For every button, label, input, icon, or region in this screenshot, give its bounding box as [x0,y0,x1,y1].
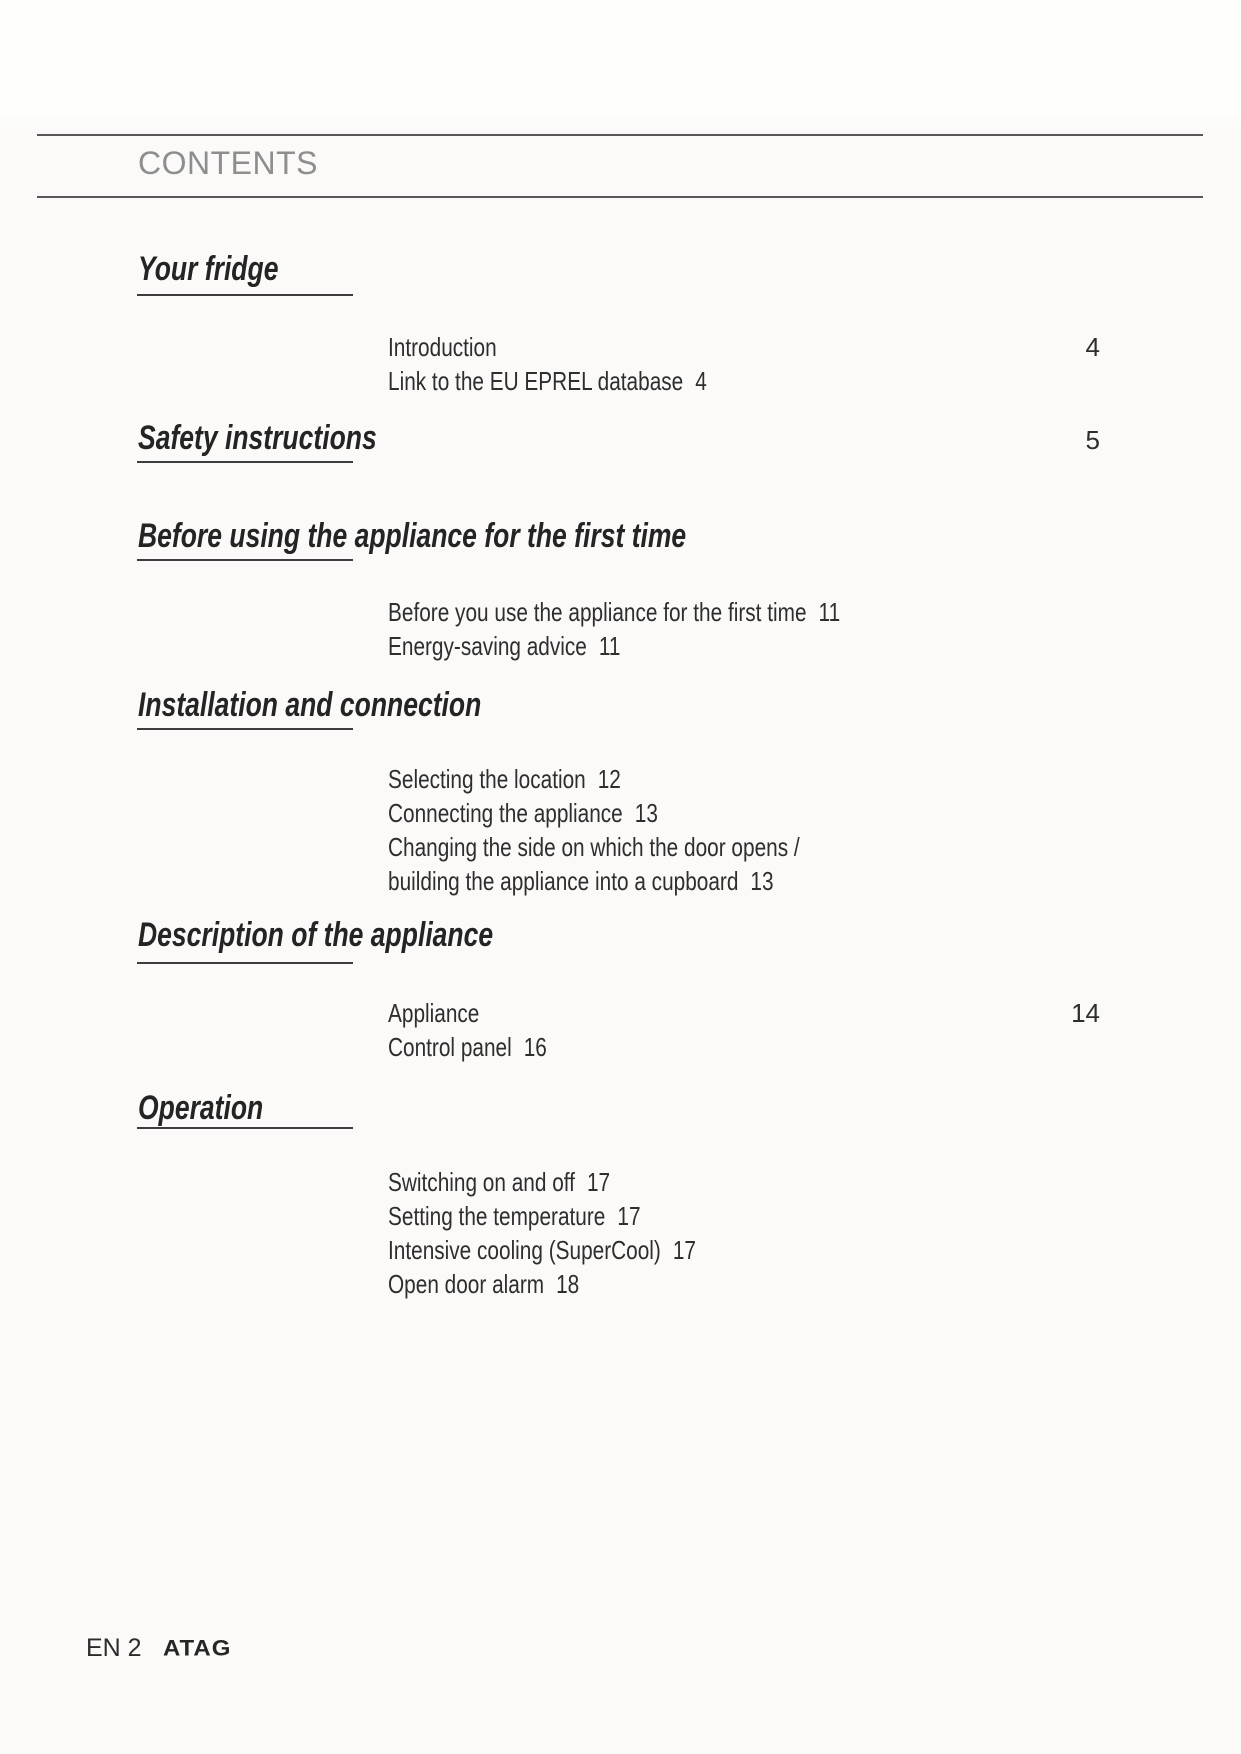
entry-label: building the appliance into a cupboard [388,866,739,896]
section-title: Operation [138,1089,264,1127]
section-title: Installation and connection [138,686,482,724]
toc-entry [388,1267,1100,1301]
entry-page-number: 17 [672,1235,696,1265]
entry-page-number: 11 [598,631,621,661]
toc-entry [388,996,1100,1030]
entry-label: Selecting the location [388,764,586,794]
entry-label: Connecting the appliance [388,798,623,828]
atag-brand-logo: ATAG [163,1636,232,1661]
entry-label: Energy-saving advice [388,631,587,661]
toc-entry [388,330,1100,364]
entry-label: Appliance [388,998,480,1028]
section-underline [137,294,353,296]
entry-page-number-right: 4 [1085,332,1100,362]
section-title: Your fridge [138,250,279,288]
section-heading-row [138,1089,1100,1127]
entry-label: Before you use the appliance for the first time [388,597,807,627]
entry-page-number: 16 [523,1032,547,1062]
entry-label: Intensive cooling (SuperCool) [388,1235,661,1265]
entry-label: Open door alarm [388,1269,545,1299]
section-underline [137,962,353,964]
entry-label: Introduction [388,332,497,362]
section-heading-row [138,419,1100,459]
section-heading-row [138,517,1100,555]
section-page-number: 5 [1085,425,1100,455]
toc-entry [388,595,1100,629]
header-rule-top [37,134,1203,136]
toc-entry [388,864,1100,898]
entry-label: Link to the EU EPREL database [388,366,684,396]
section-heading-row [138,250,1100,288]
section-entries [388,595,1100,663]
section-underline [137,461,353,463]
entry-label: Changing the side on which the door opens / [388,832,800,862]
entry-label: Setting the temperature [388,1201,606,1231]
entry-page-number: 13 [634,798,658,828]
entry-page-number: 12 [597,764,621,794]
page-title: CONTENTS [138,145,318,181]
toc-entry [388,830,1100,864]
entry-page-number: 4 [695,366,707,396]
toc-entry [388,796,1100,830]
entry-page-number-right: 14 [1071,998,1100,1028]
section-title: Description of the appliance [138,916,494,954]
section-entries [388,762,1100,898]
entry-page-number: 13 [750,866,774,896]
toc-entry [388,364,1100,398]
entry-page-number: 17 [586,1167,611,1197]
section-title: Safety instructions [138,419,377,457]
section-underline [137,559,353,561]
toc-entry [388,1030,1100,1064]
section-title: Before using the appliance for the first time [138,517,687,555]
entry-label: Switching on and off [388,1167,575,1197]
toc-entry [388,762,1100,796]
section-underline [137,1127,353,1129]
entry-page-number: 18 [556,1269,580,1299]
section-entries [388,996,1100,1064]
header-rule-bottom [37,196,1203,198]
section-underline [137,728,353,730]
toc-entry [388,1233,1100,1267]
section-heading-row [138,916,1100,954]
entry-page-number: 17 [617,1201,641,1231]
section-entries [388,330,1100,398]
toc-entry [388,1165,1100,1199]
section-heading-row [138,686,1100,724]
toc-entry [388,629,1100,663]
toc-entry [388,1199,1100,1233]
entry-label: Control panel [388,1032,512,1062]
section-entries [388,1165,1100,1301]
entry-page-number: 11 [818,597,841,627]
footer-language-page: EN 2 [86,1634,142,1662]
